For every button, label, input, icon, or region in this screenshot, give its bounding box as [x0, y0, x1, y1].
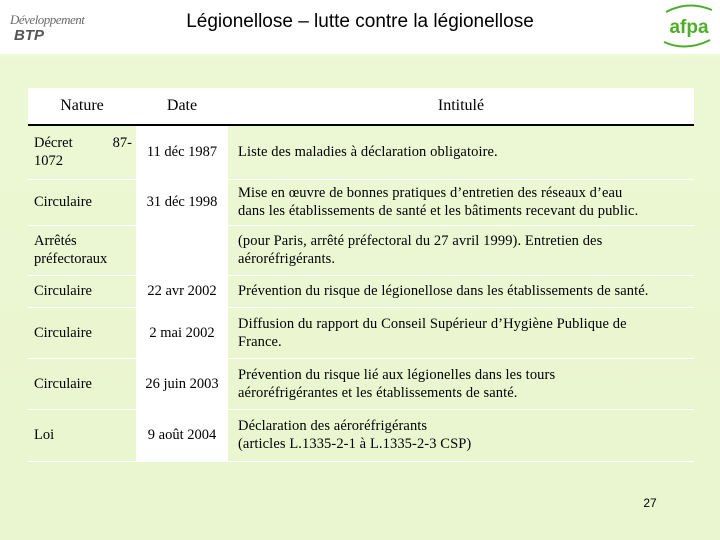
nature-cell: Loi [28, 409, 136, 461]
intitule-line: (articles L.1335-2-1 à L.1335-2-3 CSP) [238, 436, 472, 452]
afpa-logo-text: afpa [669, 17, 709, 38]
column-header-nature: Nature [28, 88, 136, 125]
intitule-line: dans les établissements de santé et les bâtiments recevant du public. [238, 203, 639, 219]
table-row [28, 125, 694, 179]
date-cell: 26 juin 2003 [136, 358, 228, 409]
intitule-line: aéroréfrigérantes et les établissements de santé. [238, 384, 518, 401]
slide-title: Légionellose – lutte contre la légionellose [186, 11, 534, 32]
intitule-line: Déclaration des aéroréfrigérants [238, 418, 428, 434]
nature-cell [28, 125, 136, 179]
column-header-date: Date [136, 88, 228, 125]
column-header-intitule: Intitulé [228, 88, 694, 125]
nature-cell: Circulaire [28, 179, 136, 225]
nature-cell: Circulaire [28, 307, 136, 358]
nature-cell: Circulaire [28, 275, 136, 307]
date-cell: 22 avr 2002 [136, 275, 228, 307]
intitule-cell [228, 307, 694, 358]
intitule-line: Prévention du risque lié aux légionelles dans les tours [238, 366, 556, 383]
date-cell: 11 déc 1987 [136, 125, 228, 179]
table-row [28, 275, 694, 307]
intitule-cell [228, 358, 694, 409]
page-number: 27 [643, 496, 657, 510]
intitule-cell: Liste des maladies à déclaration obligatoire. [228, 125, 694, 179]
nature-text: 87- [112, 135, 132, 152]
logo-left-top: Développement [10, 12, 85, 27]
nature-text: préfectoraux [34, 251, 108, 267]
intitule-line: (pour Paris, arrêté préfectoral du 27 avril 1999). Entretien des [238, 233, 603, 249]
intitule-cell [228, 179, 694, 225]
logo-left-bottom: BTP [14, 27, 44, 44]
table-row [28, 358, 694, 409]
date-cell: 9 août 2004 [136, 409, 228, 461]
table-row [28, 225, 694, 275]
nature-text: 1072 [34, 153, 63, 170]
intitule-line: aéroréfrigérants. [238, 251, 336, 267]
afpa-logo-icon [660, 2, 718, 52]
table-row [28, 409, 694, 461]
table-row [28, 179, 694, 225]
nature-text: Arrêtés [34, 233, 77, 249]
nature-text: Décret [34, 135, 73, 152]
nature-cell: Circulaire [28, 358, 136, 409]
nature-cell [28, 225, 136, 275]
intitule-cell [228, 409, 694, 461]
date-cell: 31 déc 1998 [136, 179, 228, 225]
intitule-cell: Prévention du risque de légionellose dans les établissements de santé. [228, 275, 694, 307]
intitule-line: Mise en œuvre de bonnes pratiques d’entretien des réseaux d’eau [238, 185, 623, 201]
intitule-line: France. [238, 333, 282, 350]
intitule-cell [228, 225, 694, 275]
afpa-logo [660, 2, 718, 52]
table-row [28, 307, 694, 358]
table-header-row [28, 88, 694, 125]
date-cell [136, 225, 228, 275]
date-cell: 2 mai 2002 [136, 307, 228, 358]
regulation-table [28, 88, 694, 462]
intitule-line: Diffusion du rapport du Conseil Supérieur d’Hygiène Publique de [238, 315, 627, 332]
